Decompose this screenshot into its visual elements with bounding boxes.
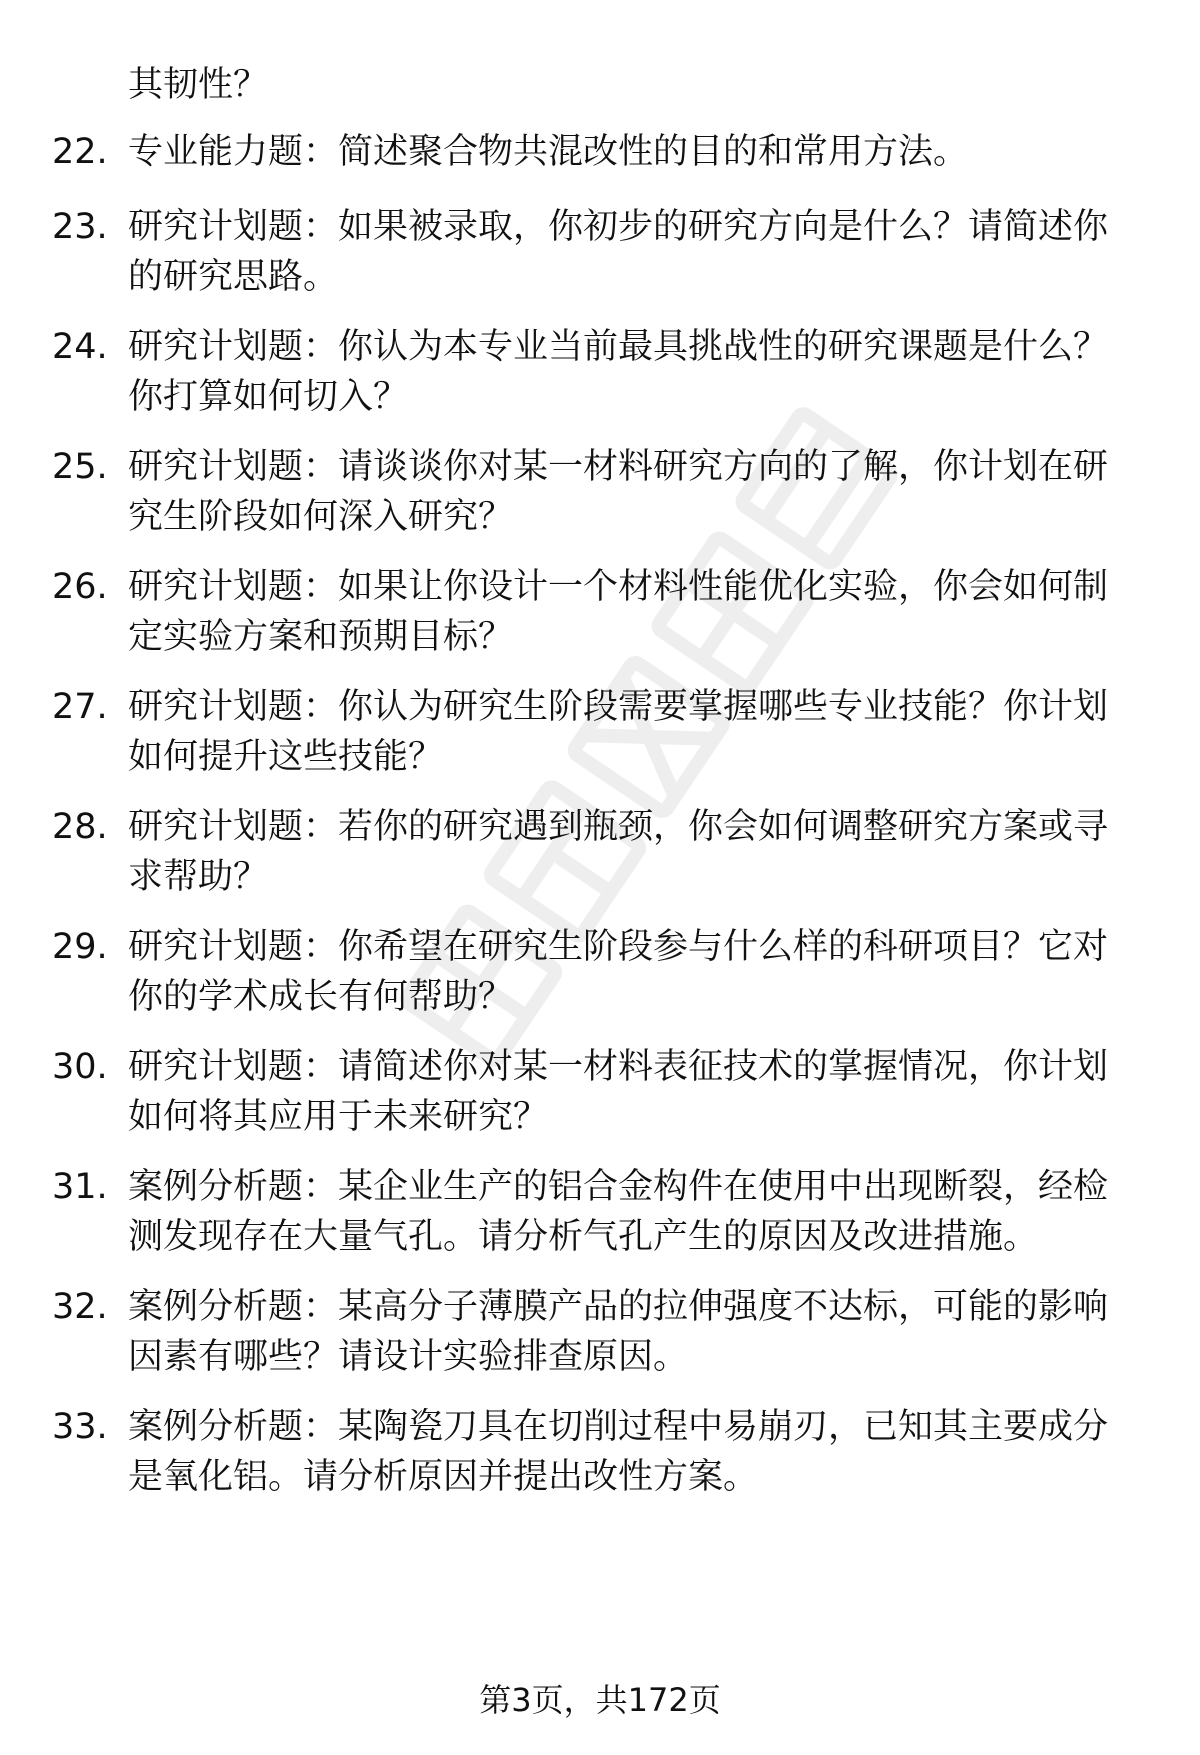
question-number: 23. (52, 207, 108, 247)
question-number: 33. (52, 1407, 108, 1447)
question-line: 求帮助？ (128, 857, 269, 897)
question-line: 你的学术成长有何帮助？ (128, 977, 514, 1017)
question-number: 26. (52, 567, 108, 607)
question-line: 如何将其应用于未来研究？ (128, 1097, 549, 1137)
question-number: 27. (52, 687, 108, 727)
question-text (128, 202, 1140, 302)
question-text (128, 442, 1140, 542)
question-line: 案例分析题：某企业生产的铝合金构件在使用中出现断裂，经检 (128, 1167, 1109, 1207)
question-text (128, 682, 1140, 782)
question-line: 研究计划题：如果让你设计一个材料性能优化实验，你会如何制 (128, 567, 1109, 607)
question-line: 是氧化铝。请分析原因并提出改性方案。 (128, 1457, 759, 1497)
question-line: 研究计划题：如果被录取，你初步的研究方向是什么？请简述你 (128, 207, 1109, 247)
question-line: 你打算如何切入？ (128, 377, 409, 417)
question-line: 的研究思路。 (128, 257, 339, 297)
question-number: 22. (52, 132, 108, 172)
question-line: 专业能力题：简述聚合物共混改性的目的和常用方法。 (128, 132, 969, 172)
question-line: 测发现存在大量气孔。请分析气孔产生的原因及改进措施。 (128, 1217, 1039, 1257)
question-line: 研究计划题：你认为研究生阶段需要掌握哪些专业技能？你计划 (128, 687, 1109, 727)
question-line: 因素有哪些？请设计实验排查原因。 (128, 1337, 689, 1377)
question-line: 究生阶段如何深入研究？ (128, 497, 514, 537)
question-text (128, 1282, 1140, 1382)
question-line: 案例分析题：某高分子薄膜产品的拉伸强度不达标，可能的影响 (128, 1287, 1109, 1327)
question-text (128, 922, 1140, 1022)
page-footer: 第3页，共172页 (479, 1681, 721, 1719)
question-line: 研究计划题：请谈谈你对某一材料研究方向的了解，你计划在研 (128, 447, 1109, 487)
question-text (128, 802, 1140, 902)
question-text (128, 322, 1140, 422)
question-number: 25. (52, 447, 108, 487)
question-line: 研究计划题：你认为本专业当前最具挑战性的研究课题是什么？ (128, 327, 1109, 367)
question-number: 32. (52, 1287, 108, 1327)
continuation-text: 其韧性？ (128, 65, 269, 105)
question-number: 29. (52, 927, 108, 967)
question-number: 28. (52, 807, 108, 847)
question-line: 研究计划题：你希望在研究生阶段参与什么样的科研项目？它对 (128, 927, 1109, 967)
question-number: 24. (52, 327, 108, 367)
question-number: 30. (52, 1047, 108, 1087)
question-text (128, 1042, 1140, 1142)
question-number: 31. (52, 1167, 108, 1207)
question-text (128, 127, 1140, 177)
question-text (128, 562, 1140, 662)
question-text (128, 1402, 1140, 1502)
question-line: 如何提升这些技能？ (128, 737, 444, 777)
question-line: 研究计划题：请简述你对某一材料表征技术的掌握情况，你计划 (128, 1047, 1109, 1087)
question-line: 研究计划题：若你的研究遇到瓶颈，你会如何调整研究方案或寻 (128, 807, 1109, 847)
question-line: 案例分析题：某陶瓷刀具在切削过程中易崩刃，已知其主要成分 (128, 1407, 1109, 1447)
question-line: 定实验方案和预期目标？ (128, 617, 514, 657)
question-text (128, 1162, 1140, 1262)
